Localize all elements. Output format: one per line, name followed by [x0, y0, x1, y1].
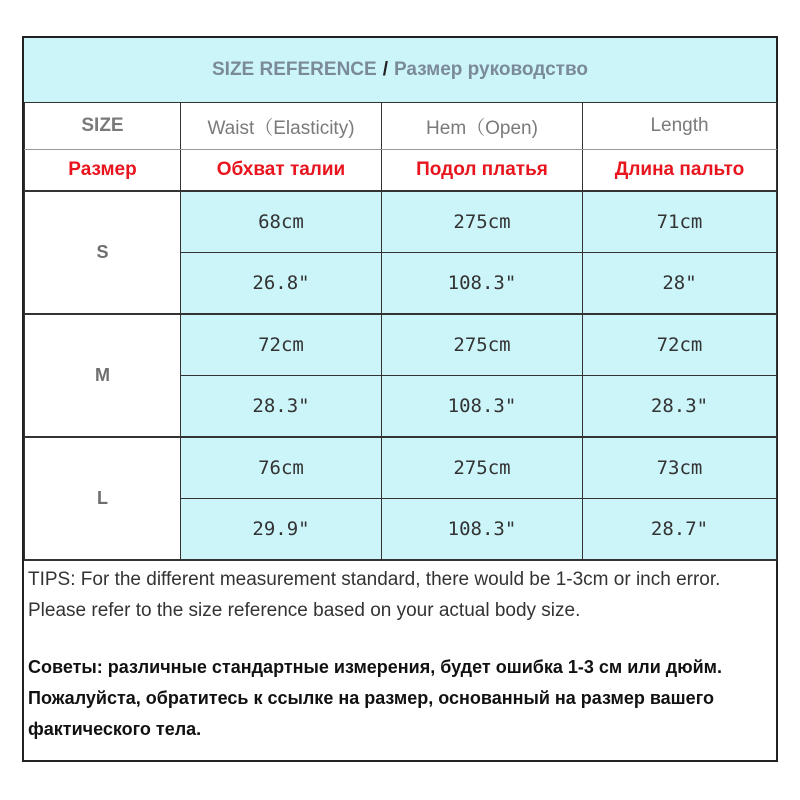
header-waist: Waist（Elasticity)	[181, 103, 382, 150]
size-label: S	[25, 191, 181, 314]
waist-cm: 72cm	[181, 314, 382, 376]
table-row	[25, 314, 777, 376]
tips-russian: Советы: различные стандартные измерения, будет ошибка 1-3 см или дюйм. Пожалуйста, обратитесь к ссылке на размер, основанный на размер вашего фактического тела.	[28, 657, 722, 739]
waist-inch: 28.3"	[181, 376, 382, 438]
hem-inch: 108.3"	[382, 253, 583, 315]
header-length-ru: Длина пальто	[583, 150, 777, 192]
header-row-russian	[25, 150, 777, 192]
length-inch: 28"	[583, 253, 777, 315]
waist-cm: 68cm	[181, 191, 382, 253]
hem-cm: 275cm	[382, 191, 583, 253]
header-size: SIZE	[25, 103, 181, 150]
waist-inch: 26.8"	[181, 253, 382, 315]
tips-english: TIPS: For the different measurement standard, there would be 1-3cm or inch error. Please refer to the size reference based on your actual body size.	[28, 569, 721, 621]
waist-inch: 29.9"	[181, 499, 382, 561]
header-length: Length	[583, 103, 777, 150]
length-inch: 28.7"	[583, 499, 777, 561]
header-hem: Hem（Open)	[382, 103, 583, 150]
size-chart	[22, 36, 778, 762]
header-row-english	[25, 103, 777, 150]
size-label: M	[25, 314, 181, 437]
header-hem-ru: Подол платья	[382, 150, 583, 192]
title-english: SIZE REFERENCE	[212, 59, 377, 80]
title-separator: /	[382, 59, 388, 80]
length-cm: 71cm	[583, 191, 777, 253]
header-size-ru: Размер	[25, 150, 181, 192]
length-inch: 28.3"	[583, 376, 777, 438]
chart-title	[24, 38, 776, 104]
title-russian: Размер руководство	[393, 59, 588, 80]
table-row	[25, 437, 777, 499]
table-row	[25, 191, 777, 253]
length-cm: 72cm	[583, 314, 777, 376]
waist-cm: 76cm	[181, 437, 382, 499]
tips-section	[28, 564, 774, 745]
hem-cm: 275cm	[382, 437, 583, 499]
header-waist-ru: Обхват талии	[181, 150, 382, 192]
hem-inch: 108.3"	[382, 376, 583, 438]
length-cm: 73cm	[583, 437, 777, 499]
size-label: L	[25, 437, 181, 560]
hem-inch: 108.3"	[382, 499, 583, 561]
size-table	[24, 102, 777, 561]
hem-cm: 275cm	[382, 314, 583, 376]
